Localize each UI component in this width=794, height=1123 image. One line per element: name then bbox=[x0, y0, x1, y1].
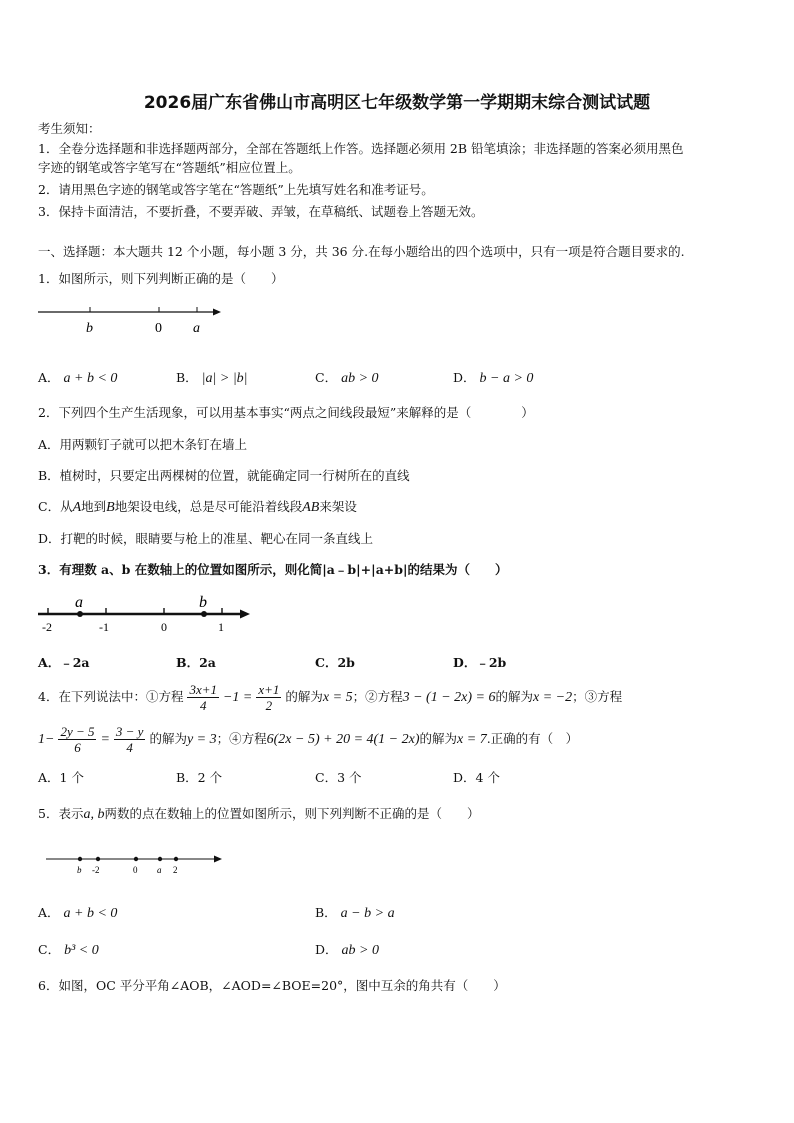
question-6-stem: 6．如图，OC 平分平角∠AOB，∠AOD=∠BOE=20°，图中互余的角共有（ ） bbox=[38, 978, 506, 993]
axis-label-a: a bbox=[75, 594, 83, 611]
q5-option-c: C． b³ < 0 bbox=[38, 942, 99, 958]
q3-option-d: D．﹣2b bbox=[453, 655, 507, 670]
q4-option-a: A．1 个 bbox=[38, 770, 84, 785]
question-3-stem: 3．有理数 a、b 在数轴上的位置如图所示，则化简|a﹣b|+|a+b|的结果为（ ） bbox=[38, 562, 508, 577]
axis-label-0: 0 bbox=[155, 321, 162, 336]
q5-option-b: B． a − b > a bbox=[315, 905, 395, 921]
axis-label-neg1: -1 bbox=[99, 620, 109, 634]
axis-label-b: b bbox=[199, 594, 207, 611]
notice-heading: 考生须知： bbox=[38, 121, 101, 136]
notice-item: 2．请用黑色字迹的钢笔或答字笔在“答题纸”上先填写姓名和准考证号。 bbox=[38, 182, 434, 197]
q1-option-d: D． b − a > 0 bbox=[453, 370, 534, 386]
number-line-q3 bbox=[36, 592, 256, 636]
q2-option-d: D．打靶的时候，眼睛要与枪上的准星、靶心在同一条直线上 bbox=[38, 531, 374, 546]
question-5-stem: 5．表示a, b两数的点在数轴上的位置如图所示，则下列判断不正确的是（ ） bbox=[38, 806, 480, 822]
q5-option-d: D． ab > 0 bbox=[315, 942, 379, 958]
axis-label-neg2: -2 bbox=[92, 865, 100, 875]
q3-option-c: C．2b bbox=[315, 655, 355, 670]
fraction: $\frac{3 - y}{4}$ bbox=[115, 724, 144, 755]
question-1-stem: 1．如图所示，则下列判断正确的是（ ） bbox=[38, 271, 284, 286]
axis-label-0: 0 bbox=[161, 620, 167, 634]
q5-option-a: A． a + b < 0 bbox=[38, 905, 118, 921]
number-line-q1 bbox=[36, 300, 226, 340]
q4-option-d: D．4 个 bbox=[453, 770, 500, 785]
q3-option-b: B．2a bbox=[176, 655, 216, 670]
q4-option-b: B．2 个 bbox=[176, 770, 223, 785]
axis-label-b: b bbox=[77, 865, 82, 875]
q2-option-a: A．用两颗钉子就可以把木条钉在墙上 bbox=[38, 437, 248, 452]
fraction: $\frac{x+1}{2}$ bbox=[258, 682, 280, 713]
axis-label-b: b bbox=[86, 321, 93, 336]
question-4-stem: 4．在下列说法中：①方程 $\frac{3x+1}{4}$ −1 = $\frac{x+1}{2}$ 的解为x = 5；②方程3 − (1 − 2x) = 6的解为x = −2；③方程 bbox=[38, 682, 623, 713]
axis-label-a: a bbox=[193, 321, 200, 336]
axis-label-a: a bbox=[157, 865, 162, 875]
q2-option-c: C．从A地到B地架设电线，总是尽可能沿着线段AB来架设 bbox=[38, 499, 357, 515]
fraction: $\frac{3x+1}{4}$ bbox=[189, 682, 217, 713]
number-line-q5 bbox=[44, 850, 229, 880]
notice-item: 3．保持卡面清洁，不要折叠，不要弄破、弄皱，在草稿纸、试题卷上答题无效。 bbox=[38, 204, 484, 219]
q1-option-a: A． a + b < 0 bbox=[38, 370, 118, 386]
section-heading: 一、选择题：本大题共 12 个小题，每小题 3 分，共 36 分.在每小题给出的四个选项中，只有一项是符合题目要求的. bbox=[38, 244, 685, 259]
notice-item: 字迹的钢笔或答字笔写在“答题纸”相应位置上。 bbox=[38, 160, 301, 175]
q1-option-c: C． ab > 0 bbox=[315, 370, 379, 386]
q3-option-a: A．﹣2a bbox=[38, 655, 90, 670]
q4-option-c: C．3 个 bbox=[315, 770, 362, 785]
notice-item: 1．全卷分选择题和非选择题两部分，全部在答题纸上作答。选择题必须用 2B 铅笔填涂；非选择题的答案必须用黑色 bbox=[38, 141, 684, 156]
question-4-line2: 1− $\frac{2y - 5}{6}$ = $\frac{3 - y}{4}$ 的解为y = 3；④方程6(2x − 5) + 20 = 4(1 − 2x)的解为x = 7.正确的有（ ） bbox=[38, 724, 579, 755]
page-title: 2026届广东省佛山市高明区七年级数学第一学期期末综合测试试题 bbox=[143, 93, 651, 113]
axis-label-2: 2 bbox=[173, 865, 178, 875]
axis-label-1: 1 bbox=[218, 620, 224, 634]
axis-label-neg2: -2 bbox=[42, 620, 52, 634]
fraction: $\frac{2y - 5}{6}$ bbox=[60, 724, 95, 755]
q2-option-b: B．植树时，只要定出两棵树的位置，就能确定同一行树所在的直线 bbox=[38, 468, 410, 483]
q1-option-b: B． |a| > |b| bbox=[176, 370, 248, 386]
question-2-stem: 2．下列四个生产生活现象，可以用基本事实“两点之间线段最短”来解释的是（ ） bbox=[38, 405, 534, 420]
axis-label-0: 0 bbox=[133, 865, 138, 875]
